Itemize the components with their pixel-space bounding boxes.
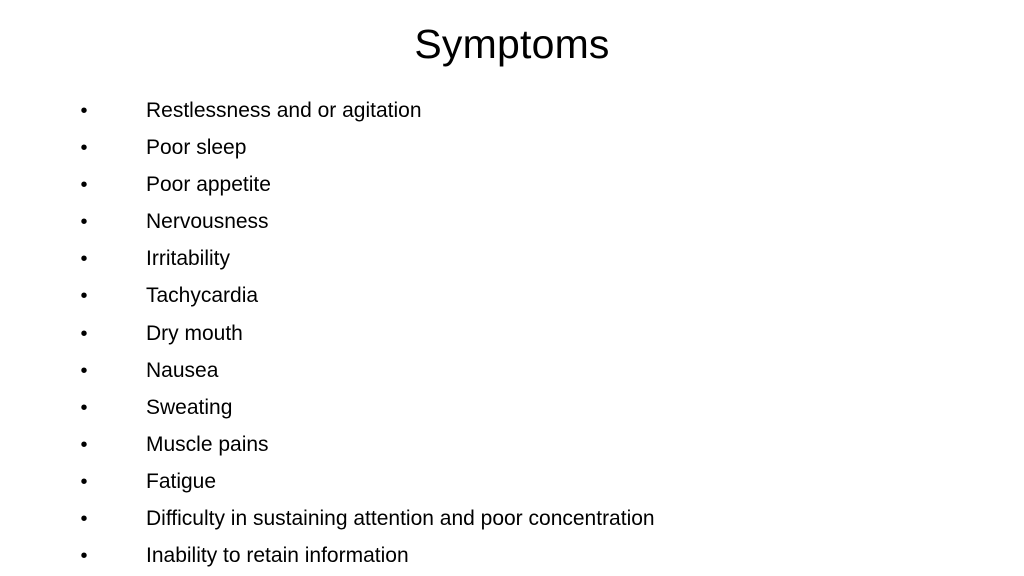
list-item xyxy=(0,428,1024,465)
list-item-text: Irritability xyxy=(146,247,231,271)
bullet-icon: • xyxy=(80,248,88,271)
list-item-text: Sweating xyxy=(146,395,233,419)
list-item-text: Poor appetite xyxy=(146,173,271,197)
bullet-icon: • xyxy=(80,396,88,419)
list-item-text: Restlessness and or agitation xyxy=(146,99,422,122)
list-item-text: Tachycardia xyxy=(146,284,259,308)
slide-title: Symptoms xyxy=(414,21,610,67)
bullet-icon: • xyxy=(80,211,88,234)
list-item-text: Nausea xyxy=(146,358,219,382)
list-item xyxy=(0,354,1024,391)
list-item-text: Poor sleep xyxy=(146,136,247,160)
list-item-text: Difficulty in sustaining attention and poor concentration xyxy=(146,507,655,531)
list-item xyxy=(0,502,1024,539)
bullet-icon: • xyxy=(80,359,88,382)
list-item-text: Nervousness xyxy=(146,210,269,234)
bullet-icon: • xyxy=(80,470,88,493)
list-item xyxy=(0,539,1024,576)
list-item xyxy=(0,465,1024,502)
list-item-text: Fatigue xyxy=(146,469,217,493)
list-item xyxy=(0,242,1024,279)
list-item xyxy=(0,205,1024,242)
list-item xyxy=(0,279,1024,316)
list-item xyxy=(0,131,1024,168)
list-item-text: Dry mouth xyxy=(146,321,243,345)
bullet-icon: • xyxy=(80,100,88,122)
list-item xyxy=(0,168,1024,205)
list-item xyxy=(0,317,1024,354)
list-item-text: Muscle pains xyxy=(146,432,269,456)
bullet-icon: • xyxy=(80,285,88,308)
bullet-icon: • xyxy=(80,174,88,197)
list-item xyxy=(0,94,1024,131)
bullet-icon: • xyxy=(80,508,88,531)
bullet-icon: • xyxy=(80,322,88,345)
list-item xyxy=(0,391,1024,428)
bullet-icon: • xyxy=(80,137,88,160)
bullet-icon: • xyxy=(80,433,88,456)
list-item-text: Inability to retain information xyxy=(146,544,409,568)
bullet-icon: • xyxy=(80,545,88,568)
symptom-list xyxy=(0,94,1024,576)
